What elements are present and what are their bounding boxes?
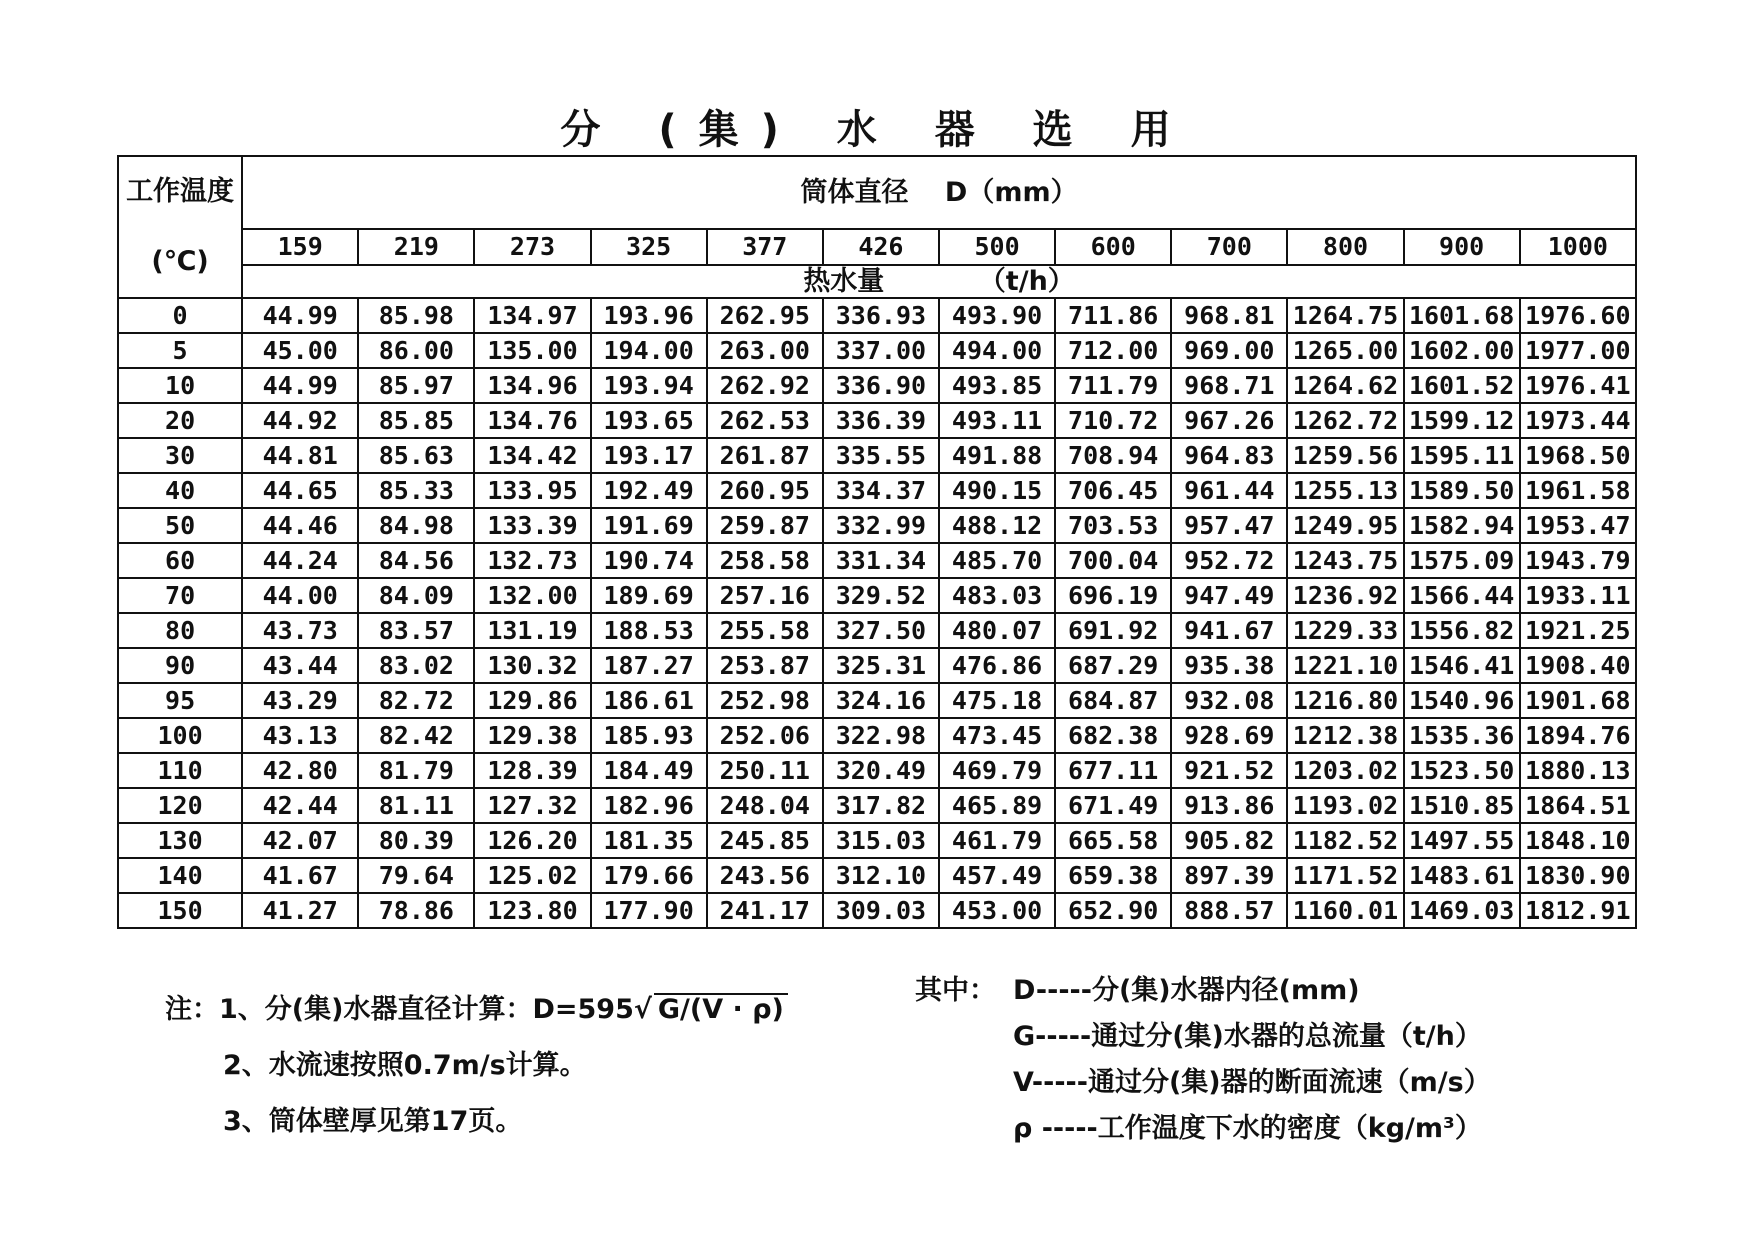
- definition-g: G-----通过分(集)水器的总流量（t/h）: [1013, 1021, 1482, 1052]
- flow-cell: 134.42: [474, 438, 590, 473]
- table-row: [118, 718, 1636, 753]
- flow-cell: 41.27: [242, 893, 358, 928]
- flow-cell: 177.90: [591, 893, 707, 928]
- flow-cell: 84.98: [358, 508, 474, 543]
- flow-cell: 473.45: [939, 718, 1055, 753]
- flow-cell: 241.17: [707, 893, 823, 928]
- selection-table: [117, 155, 1637, 929]
- flow-cell: 1540.96: [1404, 683, 1520, 718]
- sqrt-sign: √: [633, 994, 652, 1025]
- definition-row: [915, 1014, 1491, 1060]
- flow-cell: 1535.36: [1404, 718, 1520, 753]
- flow-cell: 43.29: [242, 683, 358, 718]
- temperature-cell: 40: [118, 473, 242, 508]
- note-2: 2、水流速按照0.7m/s计算。: [223, 1050, 587, 1081]
- flow-cell: 191.69: [591, 508, 707, 543]
- flow-cell: 187.27: [591, 648, 707, 683]
- flow-cell: 44.92: [242, 403, 358, 438]
- diameter-cell: 800: [1287, 229, 1403, 265]
- flow-cell: 665.58: [1055, 823, 1171, 858]
- flow-cell: 44.81: [242, 438, 358, 473]
- flow-cell: 1977.00: [1520, 333, 1636, 368]
- flow-cell: 935.38: [1171, 648, 1287, 683]
- flow-cell: 79.64: [358, 858, 474, 893]
- flow-cell: 671.49: [1055, 788, 1171, 823]
- flow-cell: 967.26: [1171, 403, 1287, 438]
- flow-cell: 1921.25: [1520, 613, 1636, 648]
- note-1-text: 注：1、分(集)水器直径计算：D=595: [165, 994, 634, 1025]
- flow-cell: 469.79: [939, 753, 1055, 788]
- flow-cell: 947.49: [1171, 578, 1287, 613]
- flow-cell: 262.53: [707, 403, 823, 438]
- flow-cell: 1510.85: [1404, 788, 1520, 823]
- flow-cell: 1812.91: [1520, 893, 1636, 928]
- flow-cell: 1575.09: [1404, 543, 1520, 578]
- definitions: [915, 968, 1491, 1152]
- flow-cell: 1193.02: [1287, 788, 1403, 823]
- flow-cell: 331.34: [823, 543, 939, 578]
- flow-cell: 133.39: [474, 508, 590, 543]
- diameter-cell: 700: [1171, 229, 1287, 265]
- table-body: [118, 156, 1636, 928]
- flow-cell: 42.07: [242, 823, 358, 858]
- flow-cell: 258.58: [707, 543, 823, 578]
- flow-cell: 1221.10: [1287, 648, 1403, 683]
- note-1: [165, 982, 788, 1038]
- flow-cell: 700.04: [1055, 543, 1171, 578]
- diameter-row: [118, 229, 1636, 265]
- flow-cell: 84.56: [358, 543, 474, 578]
- flow-cell: 250.11: [707, 753, 823, 788]
- flow-cell: 134.96: [474, 368, 590, 403]
- flow-cell: 711.86: [1055, 298, 1171, 333]
- flow-cell: 1255.13: [1287, 473, 1403, 508]
- flow-cell: 1908.40: [1520, 648, 1636, 683]
- diameter-cell: 900: [1404, 229, 1520, 265]
- diameter-cell: 377: [707, 229, 823, 265]
- table-row: [118, 508, 1636, 543]
- diameter-cell: 426: [823, 229, 939, 265]
- table-row: [118, 823, 1636, 858]
- header-row: [118, 156, 1636, 229]
- flow-cell: 182.96: [591, 788, 707, 823]
- flow-cell: 190.74: [591, 543, 707, 578]
- table-row: [118, 578, 1636, 613]
- flow-cell: 708.94: [1055, 438, 1171, 473]
- flow-cell: 129.38: [474, 718, 590, 753]
- flow-cell: 42.80: [242, 753, 358, 788]
- flow-cell: 131.19: [474, 613, 590, 648]
- flow-cell: 128.39: [474, 753, 590, 788]
- flow-cell: 329.52: [823, 578, 939, 613]
- flow-cell: 1566.44: [1404, 578, 1520, 613]
- flow-cell: 337.00: [823, 333, 939, 368]
- table-row: [118, 368, 1636, 403]
- flow-cell: 261.87: [707, 438, 823, 473]
- flow-cell: 1264.62: [1287, 368, 1403, 403]
- flow-cell: 81.79: [358, 753, 474, 788]
- diameter-cell: 219: [358, 229, 474, 265]
- flow-cell: 127.32: [474, 788, 590, 823]
- flow-cell: 262.95: [707, 298, 823, 333]
- flow-cell: 1880.13: [1520, 753, 1636, 788]
- diameter-cell: 600: [1055, 229, 1171, 265]
- flow-cell: 45.00: [242, 333, 358, 368]
- definition-rho: ρ -----工作温度下水的密度（kg/m³）: [1013, 1113, 1482, 1144]
- flow-cell: 1556.82: [1404, 613, 1520, 648]
- flow-cell: 913.86: [1171, 788, 1287, 823]
- flow-cell: 44.99: [242, 298, 358, 333]
- table-row: [118, 893, 1636, 928]
- flow-cell: 83.57: [358, 613, 474, 648]
- flow-cell: 336.90: [823, 368, 939, 403]
- flow-cell: 260.95: [707, 473, 823, 508]
- flow-cell: 85.85: [358, 403, 474, 438]
- definition-v: V-----通过分(集)器的断面流速（m/s）: [1013, 1067, 1491, 1098]
- note-1-formula: G/(V · ρ): [654, 993, 788, 1025]
- table-row: [118, 438, 1636, 473]
- flow-cell: 968.71: [1171, 368, 1287, 403]
- flow-cell: 921.52: [1171, 753, 1287, 788]
- flow-cell: 480.07: [939, 613, 1055, 648]
- flow-cell: 696.19: [1055, 578, 1171, 613]
- definition-row: [915, 968, 1491, 1014]
- flow-cell: 1203.02: [1287, 753, 1403, 788]
- flow-cell: 129.86: [474, 683, 590, 718]
- flow-cell: 126.20: [474, 823, 590, 858]
- definitions-lead: 其中：: [915, 975, 996, 1006]
- flow-cell: 80.39: [358, 823, 474, 858]
- flow-cell: 252.98: [707, 683, 823, 718]
- flow-cell: 684.87: [1055, 683, 1171, 718]
- temperature-cell: 50: [118, 508, 242, 543]
- flow-cell: 485.70: [939, 543, 1055, 578]
- flow-cell: 1601.52: [1404, 368, 1520, 403]
- flow-cell: 259.87: [707, 508, 823, 543]
- temperature-cell: 80: [118, 613, 242, 648]
- temperature-cell: 90: [118, 648, 242, 683]
- table-row: [118, 788, 1636, 823]
- flow-cell: 193.96: [591, 298, 707, 333]
- flow-cell: 189.69: [591, 578, 707, 613]
- flow-cell: 248.04: [707, 788, 823, 823]
- flow-cell: 322.98: [823, 718, 939, 753]
- flow-cell: 712.00: [1055, 333, 1171, 368]
- flow-label-row: [118, 265, 1636, 298]
- flow-cell: 125.02: [474, 858, 590, 893]
- flow-cell: 193.94: [591, 368, 707, 403]
- flow-cell: 263.00: [707, 333, 823, 368]
- flow-cell: 1901.68: [1520, 683, 1636, 718]
- flow-cell: 132.73: [474, 543, 590, 578]
- temperature-header-label: 工作温度: [126, 176, 235, 207]
- flow-cell: 465.89: [939, 788, 1055, 823]
- flow-cell: 1589.50: [1404, 473, 1520, 508]
- flow-cell: 181.35: [591, 823, 707, 858]
- flow-cell: 262.92: [707, 368, 823, 403]
- flow-cell: 78.86: [358, 893, 474, 928]
- flow-cell: 194.00: [591, 333, 707, 368]
- table-row: [118, 613, 1636, 648]
- flow-cell: 1469.03: [1404, 893, 1520, 928]
- temperature-cell: 10: [118, 368, 242, 403]
- notes: [165, 982, 788, 1150]
- flow-cell: 186.61: [591, 683, 707, 718]
- flow-cell: 969.00: [1171, 333, 1287, 368]
- flow-cell: 677.11: [1055, 753, 1171, 788]
- flow-cell: 1602.00: [1404, 333, 1520, 368]
- flow-cell: 491.88: [939, 438, 1055, 473]
- flow-cell: 81.11: [358, 788, 474, 823]
- flow-cell: 905.82: [1171, 823, 1287, 858]
- flow-cell: 86.00: [358, 333, 474, 368]
- flow-cell: 325.31: [823, 648, 939, 683]
- definition-d: D-----分(集)水器内径(mm): [1013, 975, 1360, 1006]
- temperature-cell: 70: [118, 578, 242, 613]
- flow-cell: 1582.94: [1404, 508, 1520, 543]
- flow-cell: 44.99: [242, 368, 358, 403]
- flow-cell: 1483.61: [1404, 858, 1520, 893]
- flow-cell: 1848.10: [1520, 823, 1636, 858]
- flow-cell: 82.72: [358, 683, 474, 718]
- flow-cell: 134.97: [474, 298, 590, 333]
- flow-cell: 44.00: [242, 578, 358, 613]
- flow-cell: 85.98: [358, 298, 474, 333]
- temperature-cell: 150: [118, 893, 242, 928]
- flow-cell: 488.12: [939, 508, 1055, 543]
- flow-cell: 711.79: [1055, 368, 1171, 403]
- flow-cell: 327.50: [823, 613, 939, 648]
- flow-cell: 317.82: [823, 788, 939, 823]
- flow-cell: 253.87: [707, 648, 823, 683]
- flow-cell: 123.80: [474, 893, 590, 928]
- flow-cell: 82.42: [358, 718, 474, 753]
- flow-cell: 336.39: [823, 403, 939, 438]
- flow-cell: 43.13: [242, 718, 358, 753]
- flow-cell: 335.55: [823, 438, 939, 473]
- flow-cell: 43.73: [242, 613, 358, 648]
- flow-cell: 494.00: [939, 333, 1055, 368]
- flow-cell: 192.49: [591, 473, 707, 508]
- flow-cell: 184.49: [591, 753, 707, 788]
- flow-cell: 135.00: [474, 333, 590, 368]
- flow-cell: 83.02: [358, 648, 474, 683]
- flow-cell: 1265.00: [1287, 333, 1403, 368]
- flow-cell: 1160.01: [1287, 893, 1403, 928]
- flow-cell: 457.49: [939, 858, 1055, 893]
- flow-cell: 324.16: [823, 683, 939, 718]
- flow-cell: 320.49: [823, 753, 939, 788]
- flow-cell: 41.67: [242, 858, 358, 893]
- temperature-cell: 120: [118, 788, 242, 823]
- temperature-cell: 140: [118, 858, 242, 893]
- flow-cell: 1968.50: [1520, 438, 1636, 473]
- flow-cell: 928.69: [1171, 718, 1287, 753]
- flow-cell: 968.81: [1171, 298, 1287, 333]
- flow-cell: 687.29: [1055, 648, 1171, 683]
- flow-cell: 336.93: [823, 298, 939, 333]
- flow-cell: 1599.12: [1404, 403, 1520, 438]
- flow-cell: 952.72: [1171, 543, 1287, 578]
- diameter-cell: 1000: [1520, 229, 1636, 265]
- table-row: [118, 858, 1636, 893]
- flow-cell: 1601.68: [1404, 298, 1520, 333]
- flow-cell: 957.47: [1171, 508, 1287, 543]
- table-row: [118, 333, 1636, 368]
- flow-cell: 1523.50: [1404, 753, 1520, 788]
- flow-cell: 132.00: [474, 578, 590, 613]
- flow-cell: 332.99: [823, 508, 939, 543]
- flow-cell: 1264.75: [1287, 298, 1403, 333]
- flow-cell: 1953.47: [1520, 508, 1636, 543]
- flow-cell: 1933.11: [1520, 578, 1636, 613]
- flow-cell: 1864.51: [1520, 788, 1636, 823]
- flow-cell: 703.53: [1055, 508, 1171, 543]
- flow-cell: 461.79: [939, 823, 1055, 858]
- flow-cell: 691.92: [1055, 613, 1171, 648]
- flow-cell: 932.08: [1171, 683, 1287, 718]
- flow-cell: 1171.52: [1287, 858, 1403, 893]
- flow-cell: 42.44: [242, 788, 358, 823]
- flow-cell: 85.97: [358, 368, 474, 403]
- flow-cell: 453.00: [939, 893, 1055, 928]
- table-row: [118, 473, 1636, 508]
- flow-cell: 483.03: [939, 578, 1055, 613]
- table-row: [118, 753, 1636, 788]
- flow-cell: 888.57: [1171, 893, 1287, 928]
- flow-cell: 1830.90: [1520, 858, 1636, 893]
- flow-cell: 185.93: [591, 718, 707, 753]
- flow-cell: 475.18: [939, 683, 1055, 718]
- flow-label: 热水量 （t/h）: [242, 265, 1636, 298]
- flow-cell: 493.90: [939, 298, 1055, 333]
- flow-cell: 257.16: [707, 578, 823, 613]
- flow-cell: 493.11: [939, 403, 1055, 438]
- flow-cell: 309.03: [823, 893, 939, 928]
- temperature-cell: 100: [118, 718, 242, 753]
- flow-cell: 1262.72: [1287, 403, 1403, 438]
- page-title: 分 (集) 水 器 选 用: [560, 107, 1193, 153]
- flow-cell: 659.38: [1055, 858, 1171, 893]
- note-3: 3、筒体壁厚见第17页。: [223, 1106, 523, 1137]
- table-row: [118, 683, 1636, 718]
- diameter-cell: 159: [242, 229, 358, 265]
- temperature-cell: 95: [118, 683, 242, 718]
- flow-cell: 252.06: [707, 718, 823, 753]
- flow-cell: 710.72: [1055, 403, 1171, 438]
- flow-cell: 1894.76: [1520, 718, 1636, 753]
- flow-cell: 1973.44: [1520, 403, 1636, 438]
- flow-cell: 1236.92: [1287, 578, 1403, 613]
- flow-cell: 1182.52: [1287, 823, 1403, 858]
- flow-cell: 1259.56: [1287, 438, 1403, 473]
- flow-cell: 682.38: [1055, 718, 1171, 753]
- flow-cell: 44.65: [242, 473, 358, 508]
- flow-cell: 1976.41: [1520, 368, 1636, 403]
- flow-cell: 1961.58: [1520, 473, 1636, 508]
- temperature-header: [118, 156, 242, 298]
- flow-cell: 493.85: [939, 368, 1055, 403]
- table-row: [118, 403, 1636, 438]
- table-row: [118, 298, 1636, 333]
- flow-cell: 193.65: [591, 403, 707, 438]
- flow-cell: 1249.95: [1287, 508, 1403, 543]
- diameter-cell: 273: [474, 229, 590, 265]
- flow-cell: 476.86: [939, 648, 1055, 683]
- flow-cell: 334.37: [823, 473, 939, 508]
- temperature-cell: 0: [118, 298, 242, 333]
- flow-cell: 134.76: [474, 403, 590, 438]
- flow-cell: 44.46: [242, 508, 358, 543]
- definition-row: [915, 1060, 1491, 1106]
- flow-cell: 1546.41: [1404, 648, 1520, 683]
- flow-cell: 1595.11: [1404, 438, 1520, 473]
- table-row: [118, 648, 1636, 683]
- flow-cell: 84.09: [358, 578, 474, 613]
- temperature-cell: 30: [118, 438, 242, 473]
- flow-cell: 188.53: [591, 613, 707, 648]
- flow-cell: 1976.60: [1520, 298, 1636, 333]
- flow-cell: 964.83: [1171, 438, 1287, 473]
- flow-cell: 1243.75: [1287, 543, 1403, 578]
- flow-cell: 1216.80: [1287, 683, 1403, 718]
- flow-cell: 245.85: [707, 823, 823, 858]
- definition-row: [915, 1106, 1491, 1152]
- diameter-header: 筒体直径 D（mm）: [242, 156, 1636, 229]
- flow-cell: 43.44: [242, 648, 358, 683]
- flow-cell: 133.95: [474, 473, 590, 508]
- temperature-cell: 20: [118, 403, 242, 438]
- diameter-cell: 500: [939, 229, 1055, 265]
- temperature-header-unit: (℃): [151, 246, 209, 277]
- flow-cell: 130.32: [474, 648, 590, 683]
- flow-cell: 652.90: [1055, 893, 1171, 928]
- flow-cell: 85.33: [358, 473, 474, 508]
- flow-cell: 941.67: [1171, 613, 1287, 648]
- flow-cell: 312.10: [823, 858, 939, 893]
- flow-cell: 961.44: [1171, 473, 1287, 508]
- flow-cell: 1229.33: [1287, 613, 1403, 648]
- flow-cell: 85.63: [358, 438, 474, 473]
- temperature-cell: 130: [118, 823, 242, 858]
- flow-cell: 255.58: [707, 613, 823, 648]
- table-row: [118, 543, 1636, 578]
- flow-cell: 706.45: [1055, 473, 1171, 508]
- temperature-cell: 5: [118, 333, 242, 368]
- flow-cell: 1212.38: [1287, 718, 1403, 753]
- flow-cell: 44.24: [242, 543, 358, 578]
- flow-cell: 243.56: [707, 858, 823, 893]
- flow-cell: 1943.79: [1520, 543, 1636, 578]
- flow-cell: 1497.55: [1404, 823, 1520, 858]
- temperature-cell: 110: [118, 753, 242, 788]
- diameter-cell: 325: [591, 229, 707, 265]
- flow-cell: 315.03: [823, 823, 939, 858]
- flow-cell: 897.39: [1171, 858, 1287, 893]
- flow-cell: 490.15: [939, 473, 1055, 508]
- temperature-cell: 60: [118, 543, 242, 578]
- flow-cell: 179.66: [591, 858, 707, 893]
- flow-cell: 193.17: [591, 438, 707, 473]
